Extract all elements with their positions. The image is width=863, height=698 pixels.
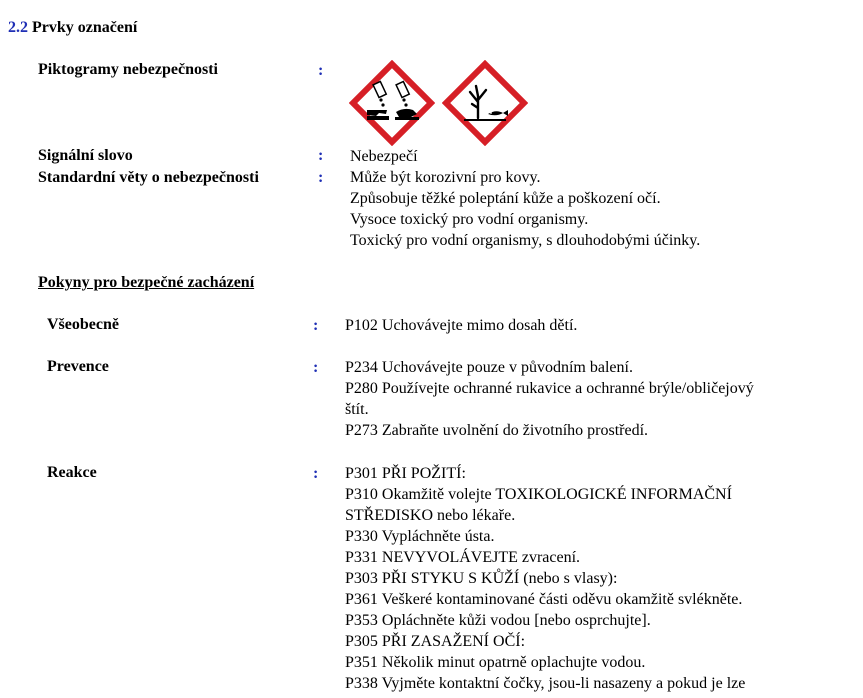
response-list	[345, 463, 745, 694]
section-title: Prvky označení	[32, 19, 138, 36]
precaution-statement: P102 Uchovávejte mimo dosah dětí.	[345, 317, 578, 334]
precautions-heading: Pokyny pro bezpečné zacházení	[38, 274, 255, 291]
hazard-statement: Toxický pro vodní organismy, s dlouhodobými účinky.	[350, 232, 701, 249]
corrosion-icon	[349, 60, 435, 146]
precaution-statement: P305 PŘI ZASAŽENÍ OČÍ:	[345, 633, 526, 650]
signal-word-label: Signální slovo	[38, 147, 133, 164]
precaution-statement: STŘEDISKO nebo lékaře.	[345, 507, 516, 524]
precaution-statement: P331 NEVYVOLÁVEJTE zvracení.	[345, 549, 581, 566]
hazard-statements-label: Standardní věty o nebezpečnosti	[38, 169, 259, 186]
response-colon: :	[313, 465, 319, 482]
signal-word-value: Nebezpečí	[350, 148, 418, 165]
hazard-statements-list	[350, 167, 700, 251]
precaution-statement: štít.	[345, 401, 369, 418]
precaution-statement: P330 Vypláchněte ústa.	[345, 528, 495, 545]
general-list	[345, 315, 577, 336]
signal-word-colon: :	[318, 147, 324, 164]
precaution-statement: P301 PŘI POŽITÍ:	[345, 465, 466, 482]
precaution-statement: P353 Opláchněte kůži vodou [nebo osprchujte].	[345, 612, 651, 629]
hazard-statement: Způsobuje těžké poleptání kůže a poškození očí.	[350, 190, 661, 207]
prevention-colon: :	[313, 359, 319, 376]
hazard-statements-colon: :	[318, 169, 324, 186]
precaution-statement: P361 Veškeré kontaminované části oděvu okamžitě svlékněte.	[345, 591, 743, 608]
precaution-statement: P234 Uchovávejte pouze v původním balení.	[345, 359, 633, 376]
response-label: Reakce	[47, 464, 97, 481]
precaution-statement: P351 Několik minut opatrně oplachujte vodou.	[345, 654, 646, 671]
hazard-statement: Vysoce toxický pro vodní organismy.	[350, 211, 589, 228]
precaution-statement: P273 Zabraňte uvolnění do životního prostředí.	[345, 422, 649, 439]
environment-hazard-icon	[442, 60, 528, 146]
precaution-statement: P303 PŘI STYKU S KŮŽÍ (nebo s vlasy):	[345, 570, 618, 587]
general-colon: :	[313, 317, 319, 334]
precaution-statement: P338 Vyjměte kontaktní čočky, jsou-li nasazeny a pokud je lze	[345, 675, 746, 692]
pictograms-label: Piktogramy nebezpečnosti	[38, 61, 218, 78]
prevention-list	[345, 357, 754, 441]
prevention-label: Prevence	[47, 358, 109, 375]
general-label: Všeobecně	[47, 316, 119, 333]
precaution-statement: P310 Okamžitě volejte TOXIKOLOGICKÉ INFORMAČNÍ	[345, 486, 732, 503]
hazard-statement: Může být korozivní pro kovy.	[350, 169, 541, 186]
section-heading	[8, 19, 137, 37]
precaution-statement: P280 Používejte ochranné rukavice a ochranné brýle/obličejový	[345, 380, 754, 397]
section-number: 2.2	[8, 19, 28, 36]
pictograms-colon: :	[318, 62, 324, 79]
